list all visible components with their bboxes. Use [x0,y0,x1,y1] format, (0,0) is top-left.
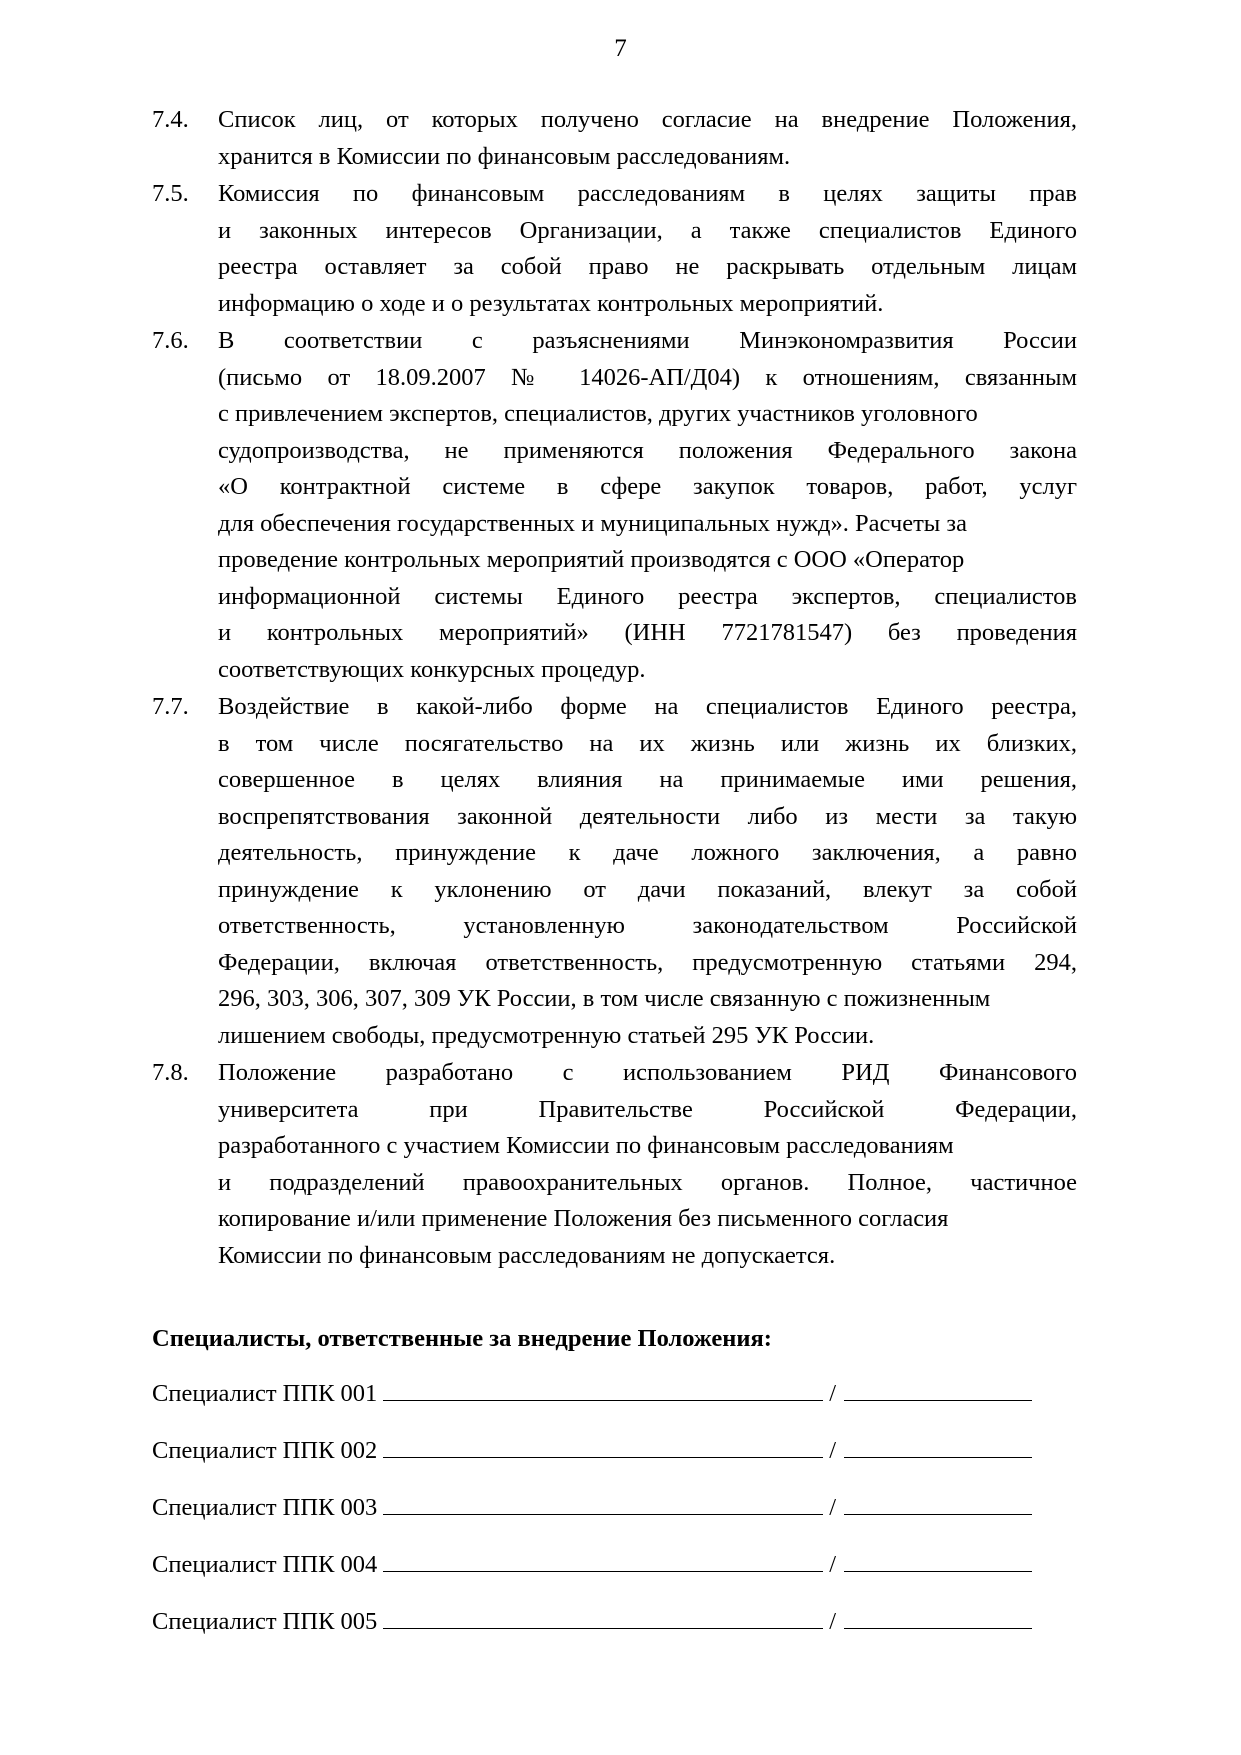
clause-line: хранится в Комиссии по финансовым расследованиям. [218,142,791,170]
clause-7-8 [152,1055,1077,1274]
clause-line: и законных интересов Организации, а также специалистов Единого [218,216,1077,244]
signature-initials-field[interactable] [844,1378,1032,1401]
clause-7-7 [152,689,1077,1054]
clause-line: информацию о ходе и о результатах контрольных мероприятий. [218,289,884,317]
clause-line: воспрепятствования законной деятельности либо из мести за такую [218,802,1077,830]
signature-name-field[interactable] [383,1606,823,1629]
signature-name-field[interactable] [383,1549,823,1572]
clause-line: судопроизводства, не применяются положения Федерального закона [218,436,1077,464]
clause-line: и контрольных мероприятий» (ИНН 7721781547) без проведения [218,619,1077,646]
signature-label: Специалист ППК 005 [152,1608,378,1635]
signature-name-field[interactable] [383,1492,823,1515]
signature-initials-field[interactable] [844,1549,1032,1572]
signatures-heading: Специалисты, ответственные за внедрение Положения: [152,1325,772,1352]
signature-separator: / [829,1437,837,1464]
clause-text [218,176,1077,322]
signature-label: Специалист ППК 001 [152,1380,378,1407]
clause-number: 7.4. [152,106,189,133]
clause-line: Воздействие в какой-либо форме на специалистов Единого реестра, [218,693,1077,720]
clause-text [218,323,1077,688]
clause-line: реестра оставляет за собой право не раскрывать отдельным лицам [218,253,1077,280]
clause-line: 296, 303, 306, 307, 309 УК России, в том числе связанную с пожизненным [218,985,991,1012]
clause-line: Комиссии по финансовым расследованиям не допускается. [218,1241,836,1269]
clause-line: принуждение к уклонению от дачи показаний, влекут за собой [218,875,1077,903]
clause-text [218,102,1077,175]
clause-number: 7.8. [152,1059,189,1086]
clause-line: с привлечением экспертов, специалистов, других участников уголовного [218,400,978,427]
clause-number: 7.6. [152,327,189,354]
clause-line: информационной системы Единого реестра экспертов, специалистов [218,582,1077,610]
clause-line: и подразделений правоохранительных органов. Полное, частичное [218,1168,1077,1196]
clause-7-4 [152,102,1077,175]
page-number: 7 [614,35,627,62]
clause-line: совершенное в целях влияния на принимаемые ими решения, [218,766,1077,793]
clause-line: проведение контрольных мероприятий производятся с ООО «Оператор [218,546,965,573]
clause-text [218,1055,1077,1274]
signature-row [152,1492,1077,1523]
clause-line: (письмо от 18.09.2007 № 14026-АП/Д04) к отношениям, связанным [218,363,1077,391]
signature-separator: / [829,1494,837,1521]
clause-line: Список лиц, от которых получено согласие на внедрение Положения, [218,106,1077,133]
signature-initials-field[interactable] [844,1492,1032,1515]
clause-line: копирование и/или применение Положения без письменного согласия [218,1205,949,1232]
signature-initials-field[interactable] [844,1435,1032,1458]
signature-initials-field[interactable] [844,1606,1032,1629]
clause-line: Комиссия по финансовым расследованиям в целях защиты прав [218,180,1077,207]
signature-separator: / [829,1551,837,1578]
signature-separator: / [829,1380,837,1407]
clause-line: ответственность, установленную законодательством Российской [218,912,1077,939]
signature-row [152,1378,1077,1409]
signature-label: Специалист ППК 004 [152,1551,378,1578]
clause-line: университета при Правительстве Российской Федерации, [218,1095,1077,1123]
clause-line: лишением свободы, предусмотренную статьей 295 УК России. [218,1021,875,1049]
clause-line: Федерации, включая ответственность, предусмотренную статьями 294, [218,948,1077,976]
signature-separator: / [829,1608,837,1635]
signature-row [152,1549,1077,1580]
clause-number: 7.5. [152,180,189,207]
clause-line: «О контрактной системе в сфере закупок товаров, работ, услуг [218,473,1077,500]
clause-line: разработанного с участием Комиссии по финансовым расследованиям [218,1132,954,1159]
signature-label: Специалист ППК 002 [152,1437,378,1464]
clause-line: деятельность, принуждение к даче ложного заключения, а равно [218,839,1077,866]
document-body [152,102,1077,1663]
clause-7-5 [152,176,1077,322]
clause-7-6 [152,323,1077,688]
signature-label: Специалист ППК 003 [152,1494,378,1521]
clause-line: В соответствии с разъяснениями Минэкономразвития России [218,327,1077,354]
clause-text [218,689,1077,1054]
signature-row [152,1435,1077,1466]
signatures-list [152,1378,1077,1637]
clause-line: Положение разработано с использованием РИД Финансового [218,1059,1077,1086]
clause-number: 7.7. [152,693,189,720]
signature-name-field[interactable] [383,1435,823,1458]
clause-line: для обеспечения государственных и муниципальных нужд». Расчеты за [218,509,967,537]
signature-name-field[interactable] [383,1378,823,1401]
signature-row [152,1606,1077,1637]
clause-line: в том числе посягательство на их жизнь или жизнь их близких, [218,729,1077,757]
clause-line: соответствующих конкурсных процедур. [218,655,646,683]
